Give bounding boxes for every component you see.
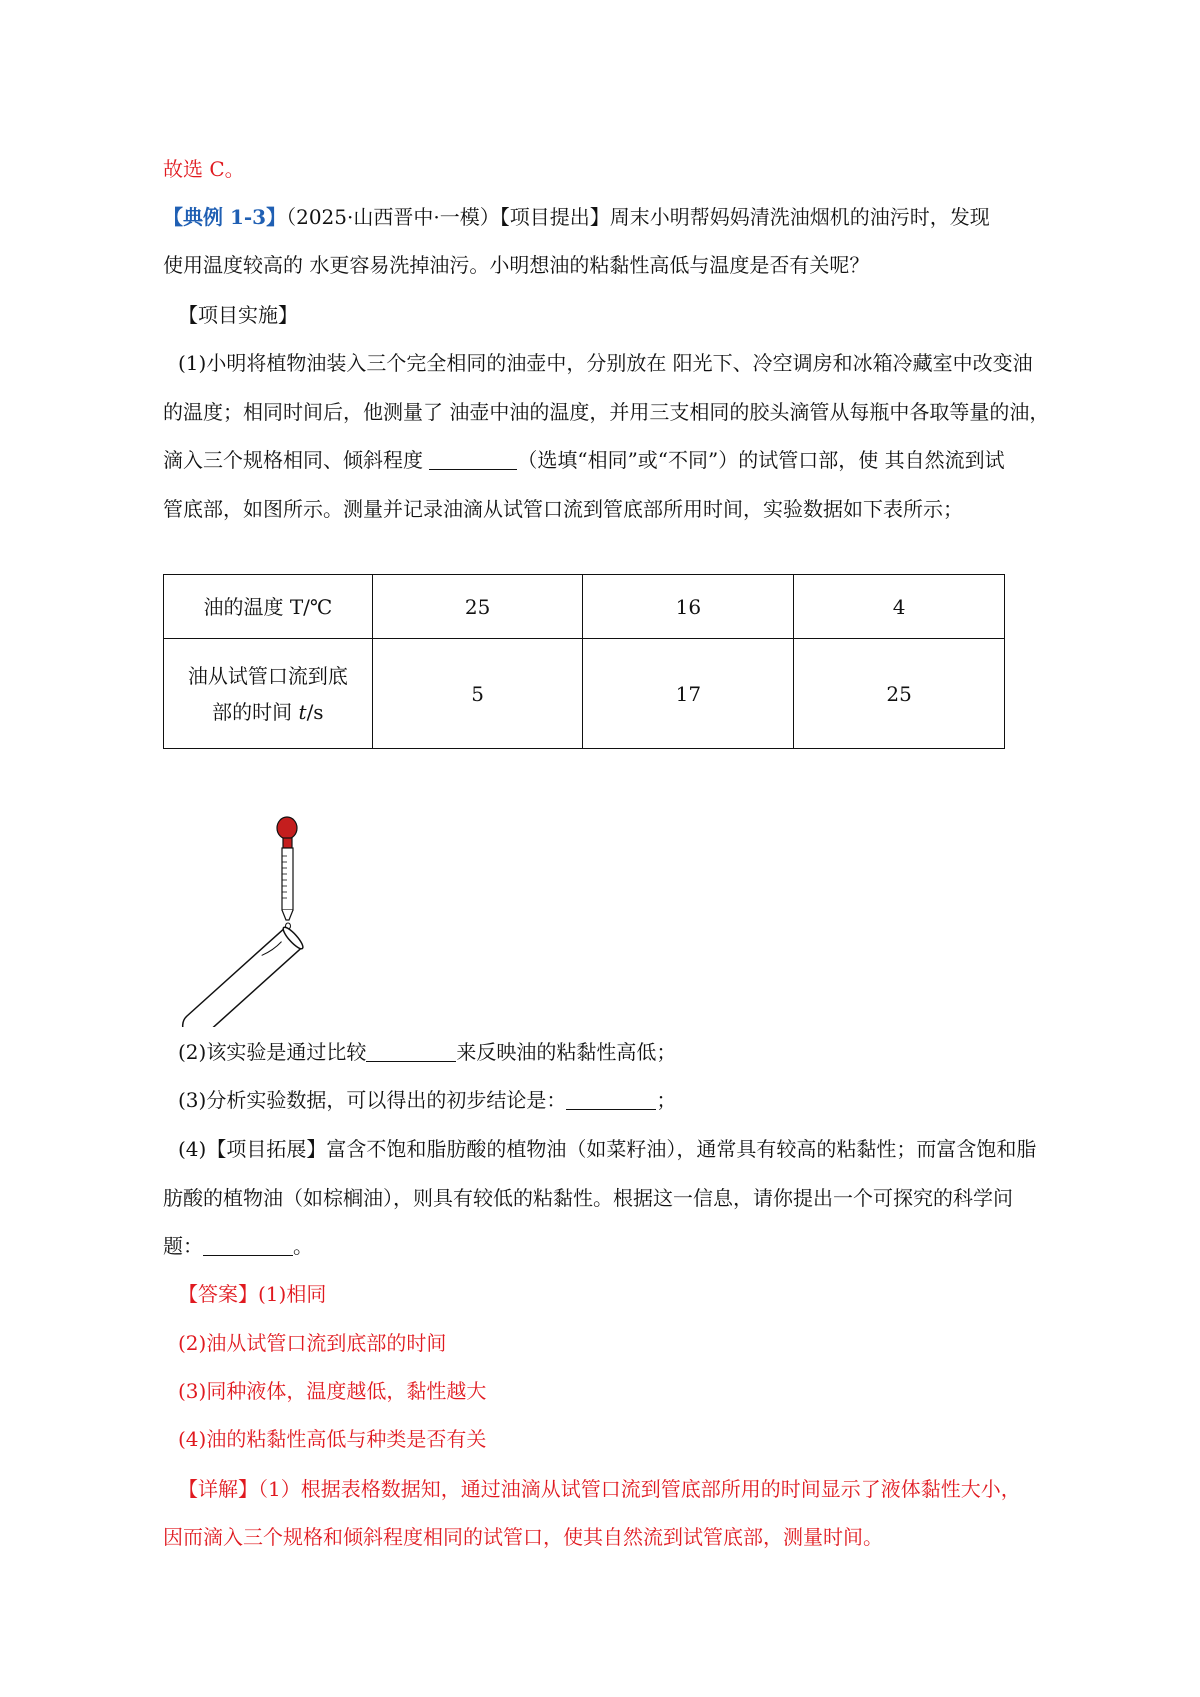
answer-1: 【答案】(1)相同 xyxy=(178,1282,327,1306)
table-cell: 17 xyxy=(583,639,794,749)
detail-line-1: 【详解】（1）根据表格数据知，通过油滴从试管口流到管底部所用的时间显示了液体黏性大小， xyxy=(178,1477,1021,1501)
table-header-time xyxy=(164,639,373,749)
q2-text-b: 来反映油的粘黏性高低； xyxy=(456,1040,677,1064)
q2-answer-blank[interactable] xyxy=(366,1041,456,1062)
q1-answer-blank[interactable] xyxy=(429,449,517,470)
data-table xyxy=(163,574,1005,749)
q4-text-a: 题： xyxy=(163,1234,203,1258)
example-intro-2: 使用温度较高的 水更容易洗掉油污。小明想油的粘黏性高低与温度是否有关呢？ xyxy=(163,253,870,277)
q4-text-b: 。 xyxy=(293,1234,313,1258)
q3-text-a: (3)分析实验数据，可以得出的初步结论是： xyxy=(178,1088,567,1112)
dropper-icon xyxy=(277,817,297,929)
answer-2: (2)油从试管口流到底部的时间 xyxy=(178,1331,447,1355)
test-tube-icon xyxy=(177,925,306,1027)
table-cell: 16 xyxy=(583,575,794,639)
table-header-time-a: 油从试管口流到底 xyxy=(187,663,348,688)
table-row xyxy=(164,639,1005,749)
q1-line-4: 管底部，如图所示。测量并记录油滴从试管口流到管底部所用时间，实验数据如下表所示； xyxy=(163,497,963,521)
q3-text-b: ； xyxy=(656,1088,677,1112)
table-cell: 5 xyxy=(372,639,583,749)
q2-line xyxy=(178,1037,676,1067)
q3-answer-blank[interactable] xyxy=(566,1089,656,1110)
table-cell: 25 xyxy=(794,639,1005,749)
q1-line-3a: 滴入三个规格相同、倾斜程度 xyxy=(163,448,430,472)
q2-text-a: (2)该实验是通过比较 xyxy=(178,1040,367,1064)
section-implementation: 【项目实施】 xyxy=(178,303,298,327)
table-cell: 25 xyxy=(372,575,583,639)
example-intro: （2025·山西晋中·一模）【项目提出】周末小明帮妈妈清洗油烟机的油污时，发现 xyxy=(286,205,990,229)
table-header-time-b-text: 部的时间 xyxy=(212,699,299,724)
answer-4: (4)油的粘黏性高低与种类是否有关 xyxy=(178,1427,487,1451)
table-header-time-var: t xyxy=(298,699,307,724)
conclusion-line: 故选 C。 xyxy=(163,157,245,181)
answer-3: (3)同种液体，温度越低，黏性越大 xyxy=(178,1379,487,1403)
q3-line xyxy=(178,1085,676,1115)
q1-line-3b: （选填“相同”或“不同”）的试管口部，使 其自然流到试 xyxy=(517,448,1005,472)
example-tag: 【典例 1-3】 xyxy=(163,205,287,229)
table-header-time-b xyxy=(165,694,371,730)
table-row xyxy=(164,575,1005,639)
q1-line-2: 的温度；相同时间后，他测量了 油壶中油的温度，并用三支相同的胶头滴管从每瓶中各取等量的油， xyxy=(163,400,1050,424)
q4-answer-blank[interactable] xyxy=(203,1235,293,1256)
q1-line-1: (1)小明将植物油装入三个完全相同的油壶中，分别放在 阳光下、冷空调房和冰箱冷藏室中改变油 xyxy=(178,351,1033,375)
detail-line-2: 因而滴入三个规格和倾斜程度相同的试管口，使其自然流到试管底部，测量时间。 xyxy=(163,1525,883,1549)
q4-line-1: (4)【项目拓展】富含不饱和脂肪酸的植物油（如菜籽油），通常具有较高的粘黏性；而富含饱和脂 xyxy=(178,1137,1037,1161)
table-header-temp: 油的温度 T/℃ xyxy=(164,575,373,639)
table-cell: 4 xyxy=(794,575,1005,639)
experiment-figure xyxy=(175,812,315,1027)
q4-line-2: 肪酸的植物油（如棕榈油），则具有较低的粘黏性。根据这一信息，请你提出一个可探究的科学问 xyxy=(163,1186,1013,1210)
example-heading xyxy=(163,202,990,232)
q4-line-3 xyxy=(163,1231,313,1261)
table-header-time-unit: /s xyxy=(306,699,324,724)
q1-line-3 xyxy=(163,445,1005,475)
